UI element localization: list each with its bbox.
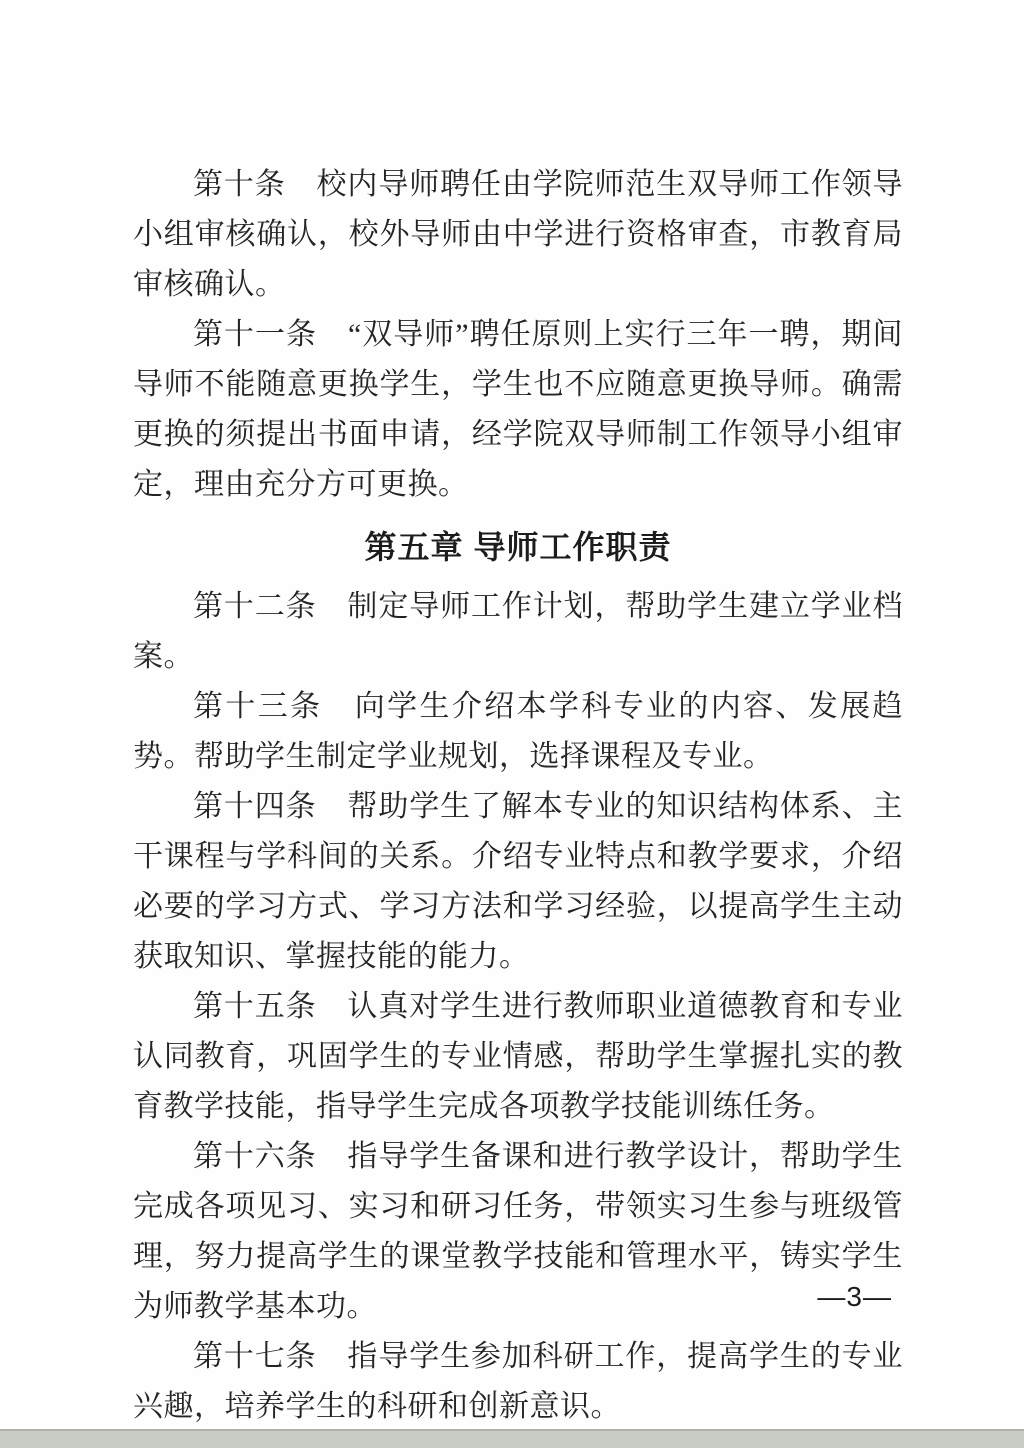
article-15: 第十五条 认真对学生进行教师职业道德教育和专业认同教育，巩固学生的专业情感，帮助学生掌握扎实的教育教学技能，指导学生完成各项教学技能训练任务。 xyxy=(133,990,903,1123)
article-16: 第十六条 指导学生备课和进行教学设计，帮助学生完成各项见习、实习和研习任务，带领实习生参与班级管理，努力提高学生的课堂教学技能和管理水平，铸实学生为师教学基本功。 xyxy=(133,1140,903,1323)
document-body xyxy=(133,160,903,1432)
article-14: 第十四条 帮助学生了解本专业的知识结构体系、主干课程与学科间的关系。介绍专业特点和教学要求，介绍必要的学习方式、学习方法和学习经验，以提高学生主动获取知识、掌握技能的能力。 xyxy=(133,790,903,973)
scanner-bed-edge xyxy=(0,1429,1024,1448)
article-13: 第十三条 向学生介绍本学科专业的内容、发展趋势。帮助学生制定学业规划，选择课程及专业。 xyxy=(133,690,903,773)
article-11: 第十一条 “双导师”聘任原则上实行三年一聘，期间导师不能随意更换学生，学生也不应随意更换导师。确需更换的须提出书面申请，经学院双导师制工作领导小组审定，理由充分方可更换。 xyxy=(133,318,903,501)
page-number: —3— xyxy=(817,1281,892,1312)
chapter-5-heading: 第五章 导师工作职责 xyxy=(364,529,672,565)
article-12: 第十二条 制定导师工作计划，帮助学生建立学业档案。 xyxy=(133,590,903,673)
article-10: 第十条 校内导师聘任由学院师范生双导师工作领导小组审核确认，校外导师由中学进行资格审查，市教育局审核确认。 xyxy=(133,168,903,301)
article-17: 第十七条 指导学生参加科研工作，提高学生的专业兴趣，培养学生的科研和创新意识。 xyxy=(133,1340,903,1423)
